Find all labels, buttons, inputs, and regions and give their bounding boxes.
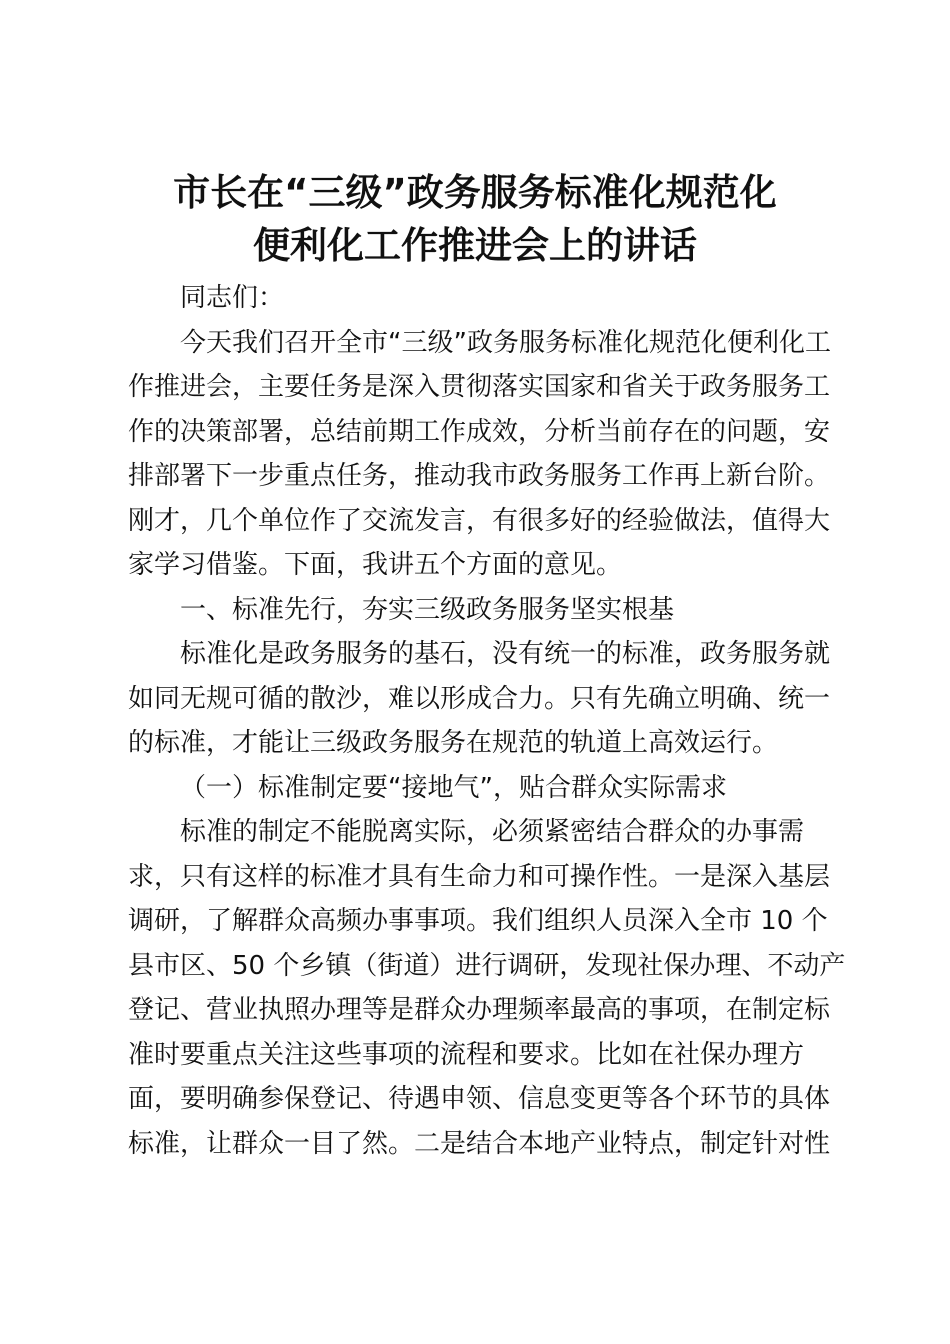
text-line: （一）标准制定要“接地气”，贴合群众实际需求 — [180, 772, 727, 803]
text-line: 标准，让群众一目了然。二是结合本地产业特点，制定针对性 — [128, 1128, 831, 1159]
title-line-2: 便利化工作推进会上的讲话 — [253, 224, 697, 267]
text-line: 准时要重点关注这些事项的流程和要求。比如在社保办理方 — [128, 1039, 805, 1070]
text-line: 刚才，几个单位作了交流发言，有很多好的经验做法，值得大 — [128, 505, 831, 536]
text-line: 家学习借鉴。下面，我讲五个方面的意见。 — [128, 550, 623, 580]
text-line: 面，要明确参保登记、待遇申领、信息变更等各个环节的具体 — [128, 1084, 831, 1114]
title-line-1: 市长在“三级”政务服务标准化规范化 — [173, 171, 777, 214]
text-line: 一、标准先行，夯实三级政务服务坚实根基 — [180, 594, 675, 625]
text-line: 的标准，才能让三级政务服务在规范的轨道上高效运行。 — [128, 728, 779, 758]
text-line: 同志们： — [180, 283, 285, 313]
text-line: 如同无规可循的散沙，难以形成合力。只有先确立明确、统一 — [128, 683, 831, 714]
text-line: 排部署下一步重点任务，推动我市政务服务工作再上新台阶。 — [128, 461, 831, 491]
text-line: 求，只有这样的标准才具有生命力和可操作性。一是深入基层 — [128, 861, 831, 892]
text-line: 调研，了解群众高频办事事项。我们组织人员深入全市 10 个 — [128, 906, 828, 936]
text-line: 作的决策部署，总结前期工作成效，分析当前存在的问题，安 — [128, 416, 831, 447]
text-line: 县市区、50 个乡镇（街道）进行调研，发现社保办理、不动产 — [128, 950, 846, 981]
document-title — [100, 166, 850, 272]
text-line: 今天我们召开全市“三级”政务服务标准化规范化便利化工 — [180, 327, 831, 358]
text-line: 标准化是政务服务的基石，没有统一的标准，政务服务就 — [180, 639, 831, 669]
text-line: 登记、营业执照办理等是群众办理频率最高的事项，在制定标 — [128, 995, 831, 1025]
text-line: 标准的制定不能脱离实际，必须紧密结合群众的办事需 — [180, 817, 805, 847]
text-line: 作推进会，主要任务是深入贯彻落实国家和省关于政务服务工 — [128, 372, 831, 402]
document-body — [128, 276, 846, 1166]
